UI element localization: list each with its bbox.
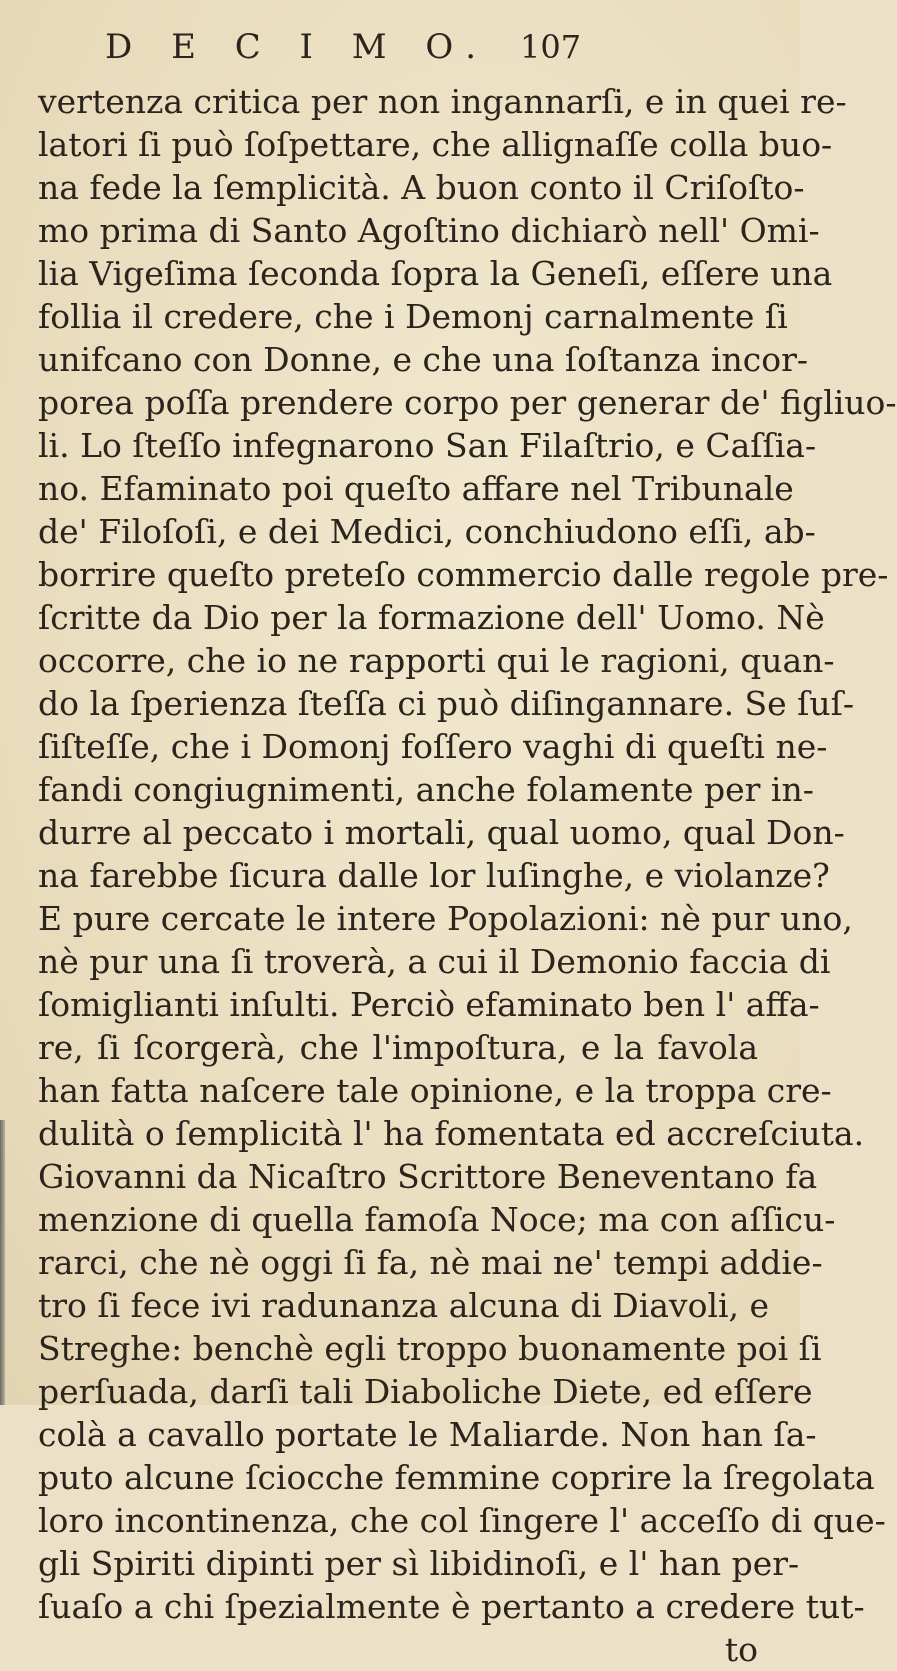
- text-line: gli Spiriti dipinti per sì libidinoſi, e l' han per-: [38, 1544, 800, 1583]
- text-line: na fede la ſemplicità. A buon conto il Criſoſto-: [38, 168, 805, 207]
- catchword: to: [724, 1630, 758, 1669]
- text-line: perſuada, darſi tali Diaboliche Diete, ed eſſere: [38, 1372, 813, 1411]
- body-text: [38, 80, 897, 1671]
- text-line: loro incontinenza, che col ſingere l' acceſſo di que-: [38, 1501, 886, 1540]
- text-line: dulità o ſemplicità l' ha fomentata ed accreſciuta.: [38, 1114, 865, 1153]
- text-line: E pure cercate le intere Popolazioni: nè pur uno,: [38, 899, 853, 938]
- text-line: ſiſteſſe, che i Domonj foſſero vaghi di queſti ne-: [38, 727, 828, 766]
- text-line: menzione di quella famoſa Noce; ma con aſſicu-: [38, 1200, 836, 1239]
- running-title: D E C I M O.: [105, 27, 491, 67]
- text-line: puto alcune ſciocche femmine coprire la ſregolata: [38, 1458, 875, 1497]
- text-line: unifcano con Donne, e che una ſoſtanza incor-: [38, 340, 809, 379]
- text-line: occorre, che io ne rapporti qui le ragioni, quan-: [38, 641, 835, 680]
- text-line: Giovanni da Nicaſtro Scrittore Beneventano fa: [38, 1157, 818, 1196]
- text-line: li. Lo ſteſſo infegnarono San Filaſtrio, e Caſſia-: [38, 426, 817, 465]
- text-line: ſomiglianti inſulti. Perciò efaminato ben l' affa-: [38, 985, 820, 1024]
- text-line: mo prima di Santo Agoſtino dichiarò nell' Omi-: [38, 211, 820, 250]
- text-line: latori ſi può ſoſpettare, che allignaſſe colla buo-: [38, 125, 833, 164]
- text-line: Streghe: benchè egli troppo buonamente poi ſi: [38, 1329, 822, 1368]
- page-edge-shadow: [0, 1120, 5, 1405]
- page-header: [0, 22, 800, 72]
- text-line: rarci, che nè oggi ſi fa, nè mai ne' tempi addie-: [38, 1243, 823, 1282]
- text-line: fandi congiugnimenti, anche folamente per in-: [38, 770, 814, 809]
- text-line: colà a cavallo portate le Maliarde. Non han ſa-: [38, 1415, 817, 1454]
- text-line: do la ſperienza ſteſſa ci può diſingannare. Se ſuſ-: [38, 684, 855, 723]
- text-line: re, ſi ſcorgerà, che l'impoſtura, e la favola: [38, 1028, 758, 1067]
- text-line: na farebbe ſicura dalle lor luſinghe, e violanze?: [38, 856, 830, 895]
- text-line: porea poſſa prendere corpo per generar de' figliuo-: [38, 383, 897, 422]
- text-line: ſuaſo a chi ſpezialmente è pertanto a credere tut-: [38, 1587, 865, 1626]
- text-line: durre al peccato i mortali, qual uomo, qual Don-: [38, 813, 845, 852]
- text-line: han fatta naſcere tale opinione, e la troppa cre-: [38, 1071, 832, 1110]
- text-line: no. Efaminato poi queſto affare nel Tribunale: [38, 469, 794, 508]
- text-line: borrire queſto preteſo commercio dalle regole pre-: [38, 555, 889, 594]
- text-line: vertenza critica per non ingannarſi, e in quei re-: [38, 82, 847, 121]
- page-number: 107: [520, 28, 582, 66]
- text-line: ſcritte da Dio per la formazione dell' Uomo. Nè: [38, 598, 825, 637]
- text-line: nè pur una ſi troverà, a cui il Demonio faccia di: [38, 942, 831, 981]
- text-line: lia Vigeſima ſeconda ſopra la Geneſi, eſſere una: [38, 254, 833, 293]
- text-line: de' Filoſoſi, e dei Medici, conchiudono eſſi, ab-: [38, 512, 816, 551]
- text-line: follia il credere, che i Demonj carnalmente ſi: [38, 297, 788, 336]
- text-line: tro ſi fece ivi radunanza alcuna di Diavoli, e: [38, 1286, 770, 1325]
